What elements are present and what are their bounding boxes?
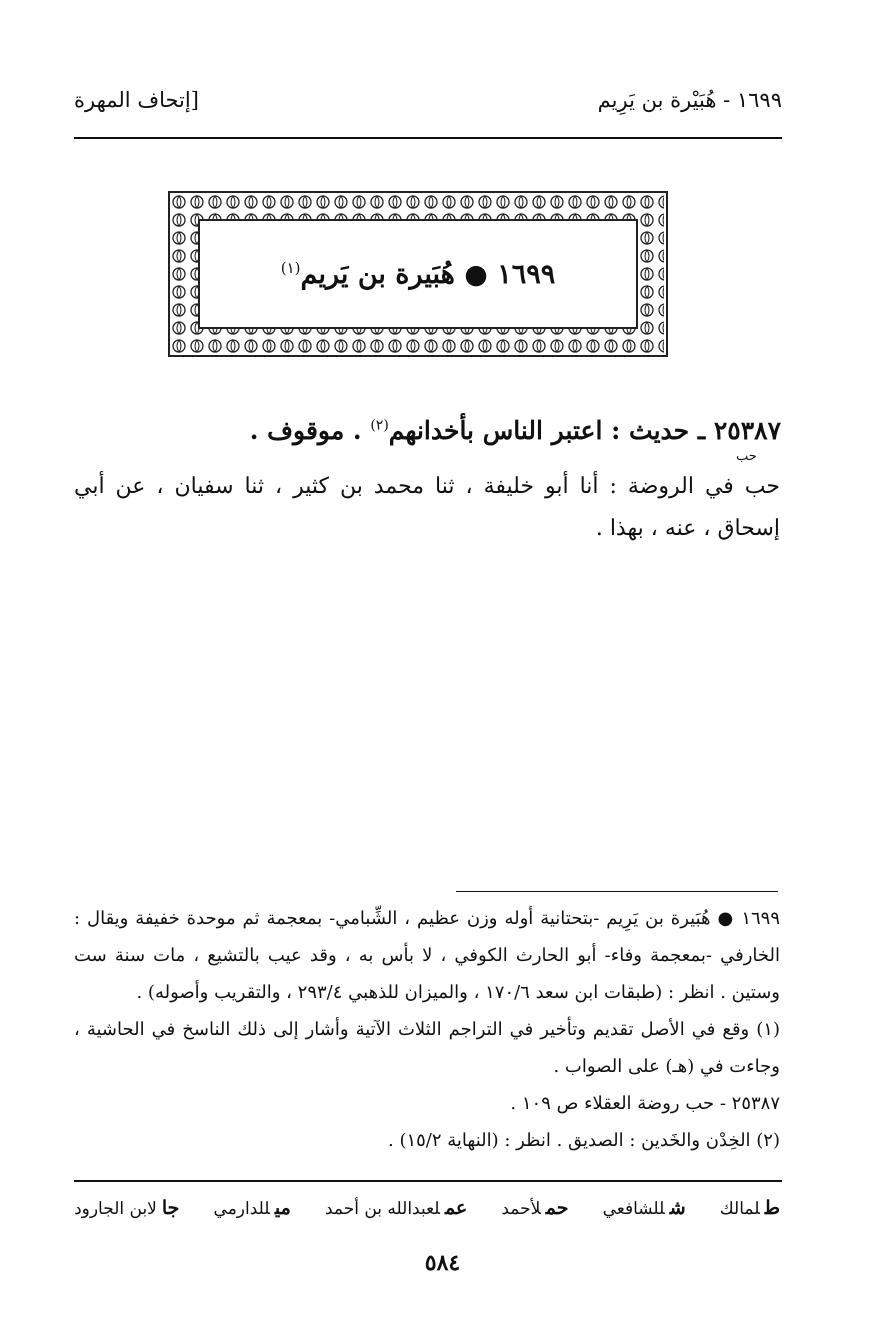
running-title: ١٦٩٩ - هُبَيْرة بن يَرِيم [597, 88, 782, 112]
header-rule [74, 137, 782, 139]
footnote-rule [456, 891, 778, 892]
siglum-code: ط [764, 1197, 780, 1219]
siglum-code: ش [669, 1197, 686, 1219]
hadith-heading [181, 416, 781, 445]
siglum-item [603, 1197, 686, 1219]
entry-heading-box [198, 219, 638, 329]
sigla-rule [74, 1180, 782, 1182]
siglum-item [325, 1197, 467, 1219]
entry-heading-text: ١٦٩٩ ● هُبَيرة بن يَريم [300, 258, 556, 290]
footnote-2: (٢) الخِدْن والخَدين : الصديق . انظر : (النهاية ١٥/٢) . [388, 1130, 780, 1151]
siglum-label: لأحمد [501, 1199, 541, 1219]
book-title: [إتحاف المهرة [74, 88, 199, 112]
sigla-legend [74, 1190, 780, 1226]
hadith-note-ref: (٢) [370, 417, 389, 434]
siglum-label: للشافعي [602, 1199, 665, 1219]
ornamental-frame [168, 191, 668, 357]
siglum-item [501, 1197, 568, 1219]
page-number: ٥٨٤ [424, 1250, 461, 1276]
running-header [74, 84, 782, 124]
siglum-label: للدارمي [213, 1199, 270, 1219]
siglum-code: جا [161, 1197, 180, 1219]
siglum-item [74, 1197, 179, 1219]
footnote-source: ٢٥٣٨٧ - حب روضة العقلاء ص ١٠٩ . [510, 1093, 780, 1114]
siglum-item [214, 1197, 291, 1219]
footnotes [74, 900, 780, 1159]
siglum-item [720, 1197, 780, 1219]
siglum-label: لمالك [719, 1199, 760, 1219]
siglum-code: مي [274, 1197, 291, 1219]
footnote-1: (١) وقع في الأصل تقديم وتأخير في التراجم الثلاث الآتية وأشار إلى ذلك الناسخ في الحاشية ، وجاءت في (هـ) على الصواب . [74, 1019, 780, 1077]
hadith-heading-tail: . موقوف . [249, 416, 371, 445]
siglum-label: لعبدالله بن أحمد [324, 1199, 440, 1219]
siglum-label: لابن الجارود [74, 1199, 157, 1219]
siglum-code: حم [545, 1197, 569, 1219]
entry-note-ref: (١) [280, 258, 301, 277]
isnad-text: حب في الروضة : أنا أبو خليفة ، ثنا محمد بن كثير ، ثنا سفيان ، عن أبي إسحاق ، عنه ، بهذا . [74, 474, 780, 541]
siglum-code: عم [444, 1197, 468, 1219]
footnote-biography: ١٦٩٩ ● هُبَيرة بن يَرِيم -بتحتانية أوله وزن عظيم ، الشِّبامي- بمعجمة ثم موحدة خفيفة ويقال : الخارفي -بمعجمة وفاء- أبو الحارث الكوفي ، لا بأس به ، وقد عيب بالتشيع ، مات سنة ست وستين . انظر : (طبقات ابن سعد ١٧٠/٦ ، والميزان للذهبي ٢٩٣/٤ ، والتقريب وأصوله) . [74, 908, 780, 1003]
entry-heading [281, 259, 556, 290]
hadith-heading-text: ٢٥٣٨٧ ـ حديث : اعتبر الناس بأخدانهم [388, 416, 781, 445]
source-code-mark: حب [736, 449, 757, 464]
